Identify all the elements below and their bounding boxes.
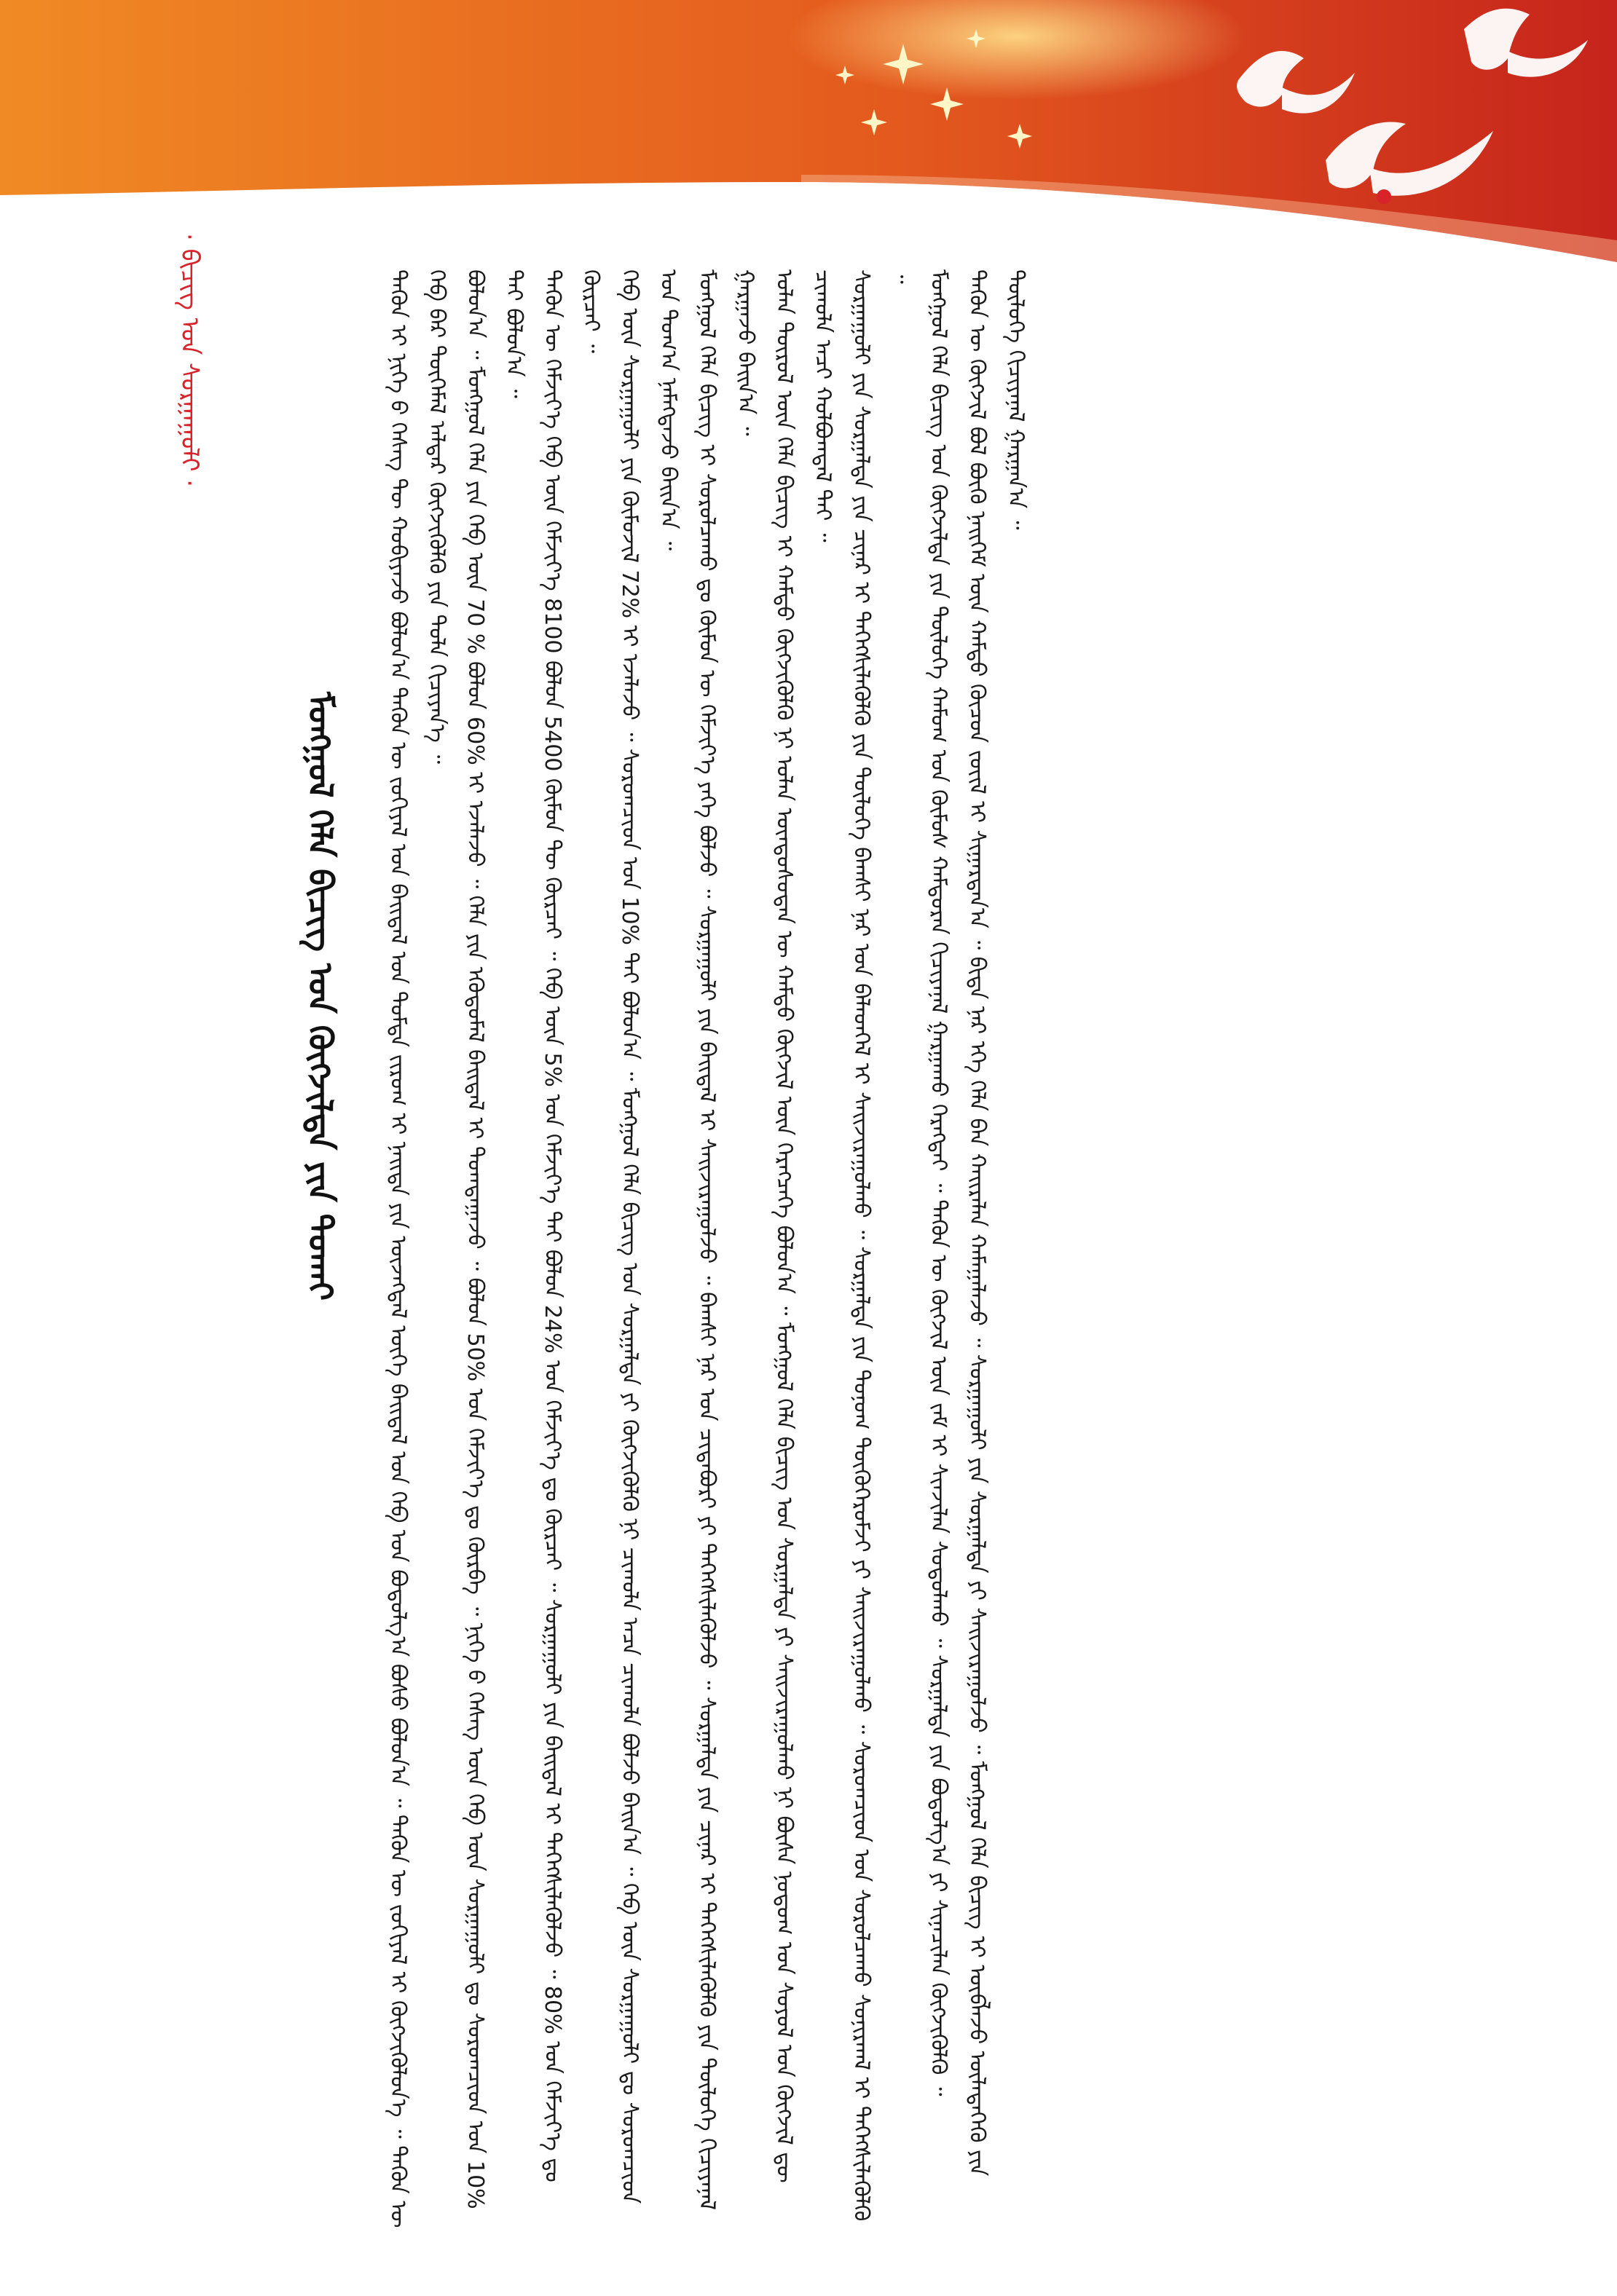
paragraph: ᠲᠡᠭᠦᠨ ᠦ ᠬᠡᠮᠵᠢᠶ᠎ᠡ ᠬᠡᠪ ᠦᠨ ᠬᠡᠮᠵᠢᠶ᠎ᠡ 8100 ᠪᠣᠯᠤᠨ 5400 ᠬᠦᠮᠦᠨ ᠲᠦ ᠬᠦᠷᠴᠡᠢ ᠃ ᠬᠡᠪ ᠦᠨ 5% ᠤᠨ ᠬᠡᠮᠵᠢᠶ᠎ᠡ ᠲᠡᠢ ᠪᠣᠯᠤᠨ 24% ᠤᠨ ᠬᠡᠮᠵᠢᠶ᠎ᠡ ᠳᠤ ᠬᠦᠷᠴᠡᠢ ᠃ ᠰᠤᠷᠭᠠᠭᠤᠯᠢ ᠶᠢᠨ ᠪᠠᠢᠳᠠᠯ ᠢ ᠳᠡᠭᠡᠭᠰᠢᠯᠡᠭᠦᠯᠵᠦ ᠃ 80% ᠤᠨ ᠬᠡᠮᠵᠢᠶ᠎ᠡ ᠳᠤ ᠬᠦᠷᠴᠡᠢ ᠃ — [540, 269, 604, 2182]
paragraph: ᠰᠤᠷᠭᠠᠭᠤᠯᠢ ᠶᠢᠨ ᠰᠤᠷᠭᠠᠯᠲᠠ ᠶᠢᠨ ᠴᠢᠨᠠᠷ ᠢ ᠳᠡᠭᠡᠭᠰᠢᠯᠡᠭᠦᠯᠬᠦ ᠶᠢᠨ ᠲᠥᠯᠦᠭᠡ ᠪᠠᠭᠰᠢ ᠨᠠᠷ ᠤᠨ ᠪᠡᠯᠡᠳᠬᠡᠯ ᠢ ᠰᠠᠢᠵᠢᠷᠠᠭᠤᠯᠬᠤ ᠃ ᠰᠤᠷᠭᠠᠯᠲᠠ ᠶᠢᠨ ᠲᠣᠨᠣᠭ ᠲᠥᠬᠥᠭᠡᠷᠦᠮᠵᠢ ᠶᠢ ᠰᠠᠢᠵᠢᠷᠠᠭᠤᠯᠬᠤ ᠃ ᠰᠤᠷᠤᠭᠴᠢᠳ ᠤᠨ ᠰᠤᠷᠤᠯᠴᠠᠬᠤ ᠰᠣᠨᠢᠷᠬᠠᠯ ᠢ ᠳᠡᠭᠡᠭᠰᠢᠯᠡᠭᠦᠯᠬᠦ ᠃ — [849, 269, 913, 2222]
section-label: · ᠪᠢᠴᠢᠭ᠌ ᠤᠨ ᠰᠤᠷᠭᠠᠭᠤᠯᠢ · — [175, 233, 204, 488]
page-content — [204, 269, 1573, 2236]
paragraph: ᠲᠡᠭᠦᠨ ᠢ ᠨᠢᠭᠡ ᠪ ᠬᠡᠰᠡᠭ ᠲᠦ ᠬᠤᠪᠢᠶᠠᠵᠤ ᠪᠣᠯᠣᠨ᠎ᠠ ᠲᠡᠭᠦᠨ ᠦ ᠵᠣᠬᠢᠶᠠᠯ ᠤᠨ ᠪᠠᠢᠳᠠᠯ ᠤᠨ ᠳᠤᠮᠳᠠ ᠵᠢᠷᠤᠭ ᠢ ᠨᠡᠢᠲᠡ ᠶᠢᠨ ᠦᠵᠡᠭᠳᠡᠯ ᠦᠭᠡ ᠪᠠᠢᠳᠠᠯ ᠤᠨ ᠬᠡᠪ ᠤᠨ ᠪᠣᠳᠤᠯᠭ᠎ᠠ ᠪᠤᠰᠤ ᠪᠣᠯᠤᠨ᠎ᠠ ᠃ ᠲᠡᠭᠦᠨ ᠦ ᠵᠣᠬᠢᠶᠠᠯ ᠢ ᠬᠦᠭᠵᠢᠭᠦᠯᠦᠨ᠎ᠡ ᠃ ᠲᠡᠭᠦᠨ ᠦ ᠬᠡᠪ ᠪᠡᠷ ᠲᠦᠭᠡᠮᠡᠯ ᠠᠯᠳᠠᠷ ᠬᠦᠭᠵᠢᠭᠦᠯᠬᠦ ᠶᠢᠨ ᠲᠤᠯᠠ ᠬᠢᠴᠢᠶᠡᠨ᠎ᠡ ᠃ — [385, 269, 449, 2228]
header-banner — [0, 0, 1617, 262]
paragraph: ᠬᠡᠪ ᠦᠨ ᠰᠤᠷᠭᠠᠭᠤᠯᠢ ᠶᠢᠨ ᠬᠦᠮᠦᠵᠢᠯ 72% ᠢ ᠡᠵᠡᠯᠡᠵᠦ ᠃ ᠰᠤᠷᠤᠭᠴᠢᠳ ᠤᠨ 10% ᠲᠡᠢ ᠪᠣᠯᠤᠨ᠎ᠠ ᠃ ᠮᠣᠩᠭᠣᠯ ᠬᠡᠯᠡ ᠪᠢᠴᠢᠭ᠌ ᠤᠨ ᠰᠤᠷᠭᠠᠯᠲᠠ ᠶᠢ ᠬᠦᠭᠵᠢᠭᠦᠯᠬᠦ ᠨᠢ ᠴᠢᠬᠤᠯᠠ ᠠᠴᠠ ᠴᠢᠬᠤᠯᠠ ᠪᠣᠯᠵᠤ ᠪᠠᠢᠨ᠎ᠠ ᠃ ᠬᠡᠪ ᠦᠨ ᠰᠤᠷᠭᠠᠭᠤᠯᠢ ᠳᠤ ᠰᠤᠷᠤᠭᠴᠢᠳ ᠤᠨ ᠲᠣᠭ᠎ᠠ ᠨᠡᠮᠡᠭᠳᠡᠵᠦ ᠪᠠᠢᠨ᠎ᠠ ᠃ — [617, 269, 681, 2204]
banner-graphic — [0, 0, 1617, 262]
article-body — [379, 269, 1442, 2236]
title-column — [204, 269, 379, 2236]
article-title: ᠮᠣᠩᠭᠣᠯ ᠬᠡᠯᠡ ᠪᠢᠴᠢᠭ᠌ ᠤᠨ ᠬᠥᠭᠵᠢᠯᠲᠡ ᠶᠢᠨ ᠲᠤᠬᠠᠢ — [301, 692, 340, 1301]
paragraph: ᠲᠡᠭᠦᠨ ᠦ ᠬᠥᠭᠵᠢᠯ ᠪᠣᠯ ᠪᠦᠬᠦ ᠨᠡᠢᠭᠡᠮ ᠦᠨ ᠬᠠᠮᠲᠤ ᠬᠦᠴᠦᠨ ᠵᠦᠢᠯ ᠢ ᠰᠢᠭᠠᠷᠳᠠᠨ᠎ᠠ ᠃ ᠪᠢᠳᠡ ᠨᠡᠷ ᠡᠬᠡ ᠬᠡᠯᠡ ᠪᠡᠨ ᠬᠠᠢᠷᠠᠯᠠᠨ ᠬᠠᠮᠠᠭᠠᠯᠠᠵᠤ ᠃ ᠰᠤᠷᠭᠠᠭᠤᠯᠢ ᠶᠢᠨ ᠰᠤᠷᠭᠠᠯᠲᠠ ᠶᠢ ᠰᠠᠢᠵᠢᠷᠠᠭᠤᠯᠵᠤ ᠃ ᠮᠣᠩᠭᠣᠯ ᠬᠡᠯᠡ ᠪᠢᠴᠢᠭ᠌ ᠢ ᠥᠪᠯᠡᠵᠦ ᠦᠯᠡᠳᠡᠭᠡᠬᠦ ᠶᠢᠨ ᠲᠥᠯᠦᠭᠡ ᠬᠢᠴᠢᠶᠡᠨᠡᠯ ᠭᠠᠷᠭᠠᠨ᠎ᠠ ᠃ — [964, 269, 1028, 2177]
paragraph: ᠣᠯᠠᠨ ᠲᠥᠷᠥᠯ ᠦᠨ ᠬᠡᠯᠡ ᠪᠢᠴᠢᠭ᠌ ᠢ ᠬᠠᠮᠲᠤ ᠬᠥᠭᠵᠢᠭᠦᠯᠬᠦ ᠨᠢ ᠣᠯᠠᠨ ᠦᠨᠳᠦᠰᠦᠲᠡᠨ ᠦ ᠬᠠᠮᠲᠤ ᠬᠥᠭᠵᠢᠯ ᠦᠨ ᠬᠡᠷᠡᠭᠴᠡᠭᠡ ᠪᠣᠯᠤᠨ᠎ᠠ ᠃ ᠮᠣᠩᠭᠣᠯ ᠬᠡᠯᠡ ᠪᠢᠴᠢᠭ᠌ ᠤᠨ ᠰᠤᠷᠭᠠᠯᠲᠠ ᠶᠢ ᠰᠠᠢᠵᠢᠷᠠᠭᠤᠯᠬᠤ ᠨᠢ ᠪᠦᠰᠡ ᠨᠤᠲᠤᠭ ᠤᠨ ᠰᠣᠶᠣᠯ ᠤᠨ ᠬᠥᠭᠵᠢᠯ ᠳᠦ ᠴᠢᠬᠤᠯᠠ ᠠᠴᠢ ᠬᠣᠯᠪᠣᠭᠳᠠᠯ ᠲᠠᠢ ᠃ — [771, 269, 835, 2183]
paragraph: ᠮᠣᠩᠭᠣᠯ ᠬᠡᠯᠡ ᠪᠢᠴᠢᠭ᠌ ᠤᠨ ᠬᠥᠭᠵᠢᠯᠲᠡ ᠶᠢᠨ ᠲᠥᠯᠦᠭᠡ ᠬᠠᠮᠤᠭ ᠤᠨ ᠬᠦᠮᠦᠰ ᠬᠠᠮᠲᠤᠷᠠᠨ ᠬᠢᠴᠢᠶᠡᠨᠡᠯ ᠭᠠᠷᠭᠠᠬᠤ ᠬᠡᠷᠡᠭᠲᠡᠢ ᠃ ᠲᠡᠭᠦᠨ ᠦ ᠬᠥᠭᠵᠢᠯ ᠦᠨ ᠵᠠᠮ ᠢ ᠰᠢᠨᠵᠢᠯᠡᠨ ᠰᠤᠳᠤᠯᠬᠤ ᠃ ᠰᠤᠷᠭᠠᠯᠲᠠ ᠶᠢᠨ ᠪᠣᠳᠤᠯᠭ᠎ᠠ ᠶᠢ ᠰᠢᠨᠡᠴᠢᠯᠡᠨ ᠬᠥᠭᠵᠢᠭᠦᠯᠬᠦ ᠃ — [926, 269, 951, 2096]
paragraph: ᠮᠣᠩᠭᠣᠯ ᠬᠡᠯᠡ ᠪᠢᠴᠢᠭ᠌ ᠢ ᠰᠤᠷᠤᠯᠴᠠᠬᠤ ᠳᠤ ᠬᠦᠮᠦᠨ ᠦ ᠬᠡᠮᠵᠢᠶ᠎ᠡ ᠶᠡᠬᠡ ᠪᠣᠯᠵᠤ ᠃ ᠰᠤᠷᠭᠠᠭᠤᠯᠢ ᠶᠢᠨ ᠪᠠᠢᠳᠠᠯ ᠢ ᠰᠠᠢᠵᠢᠷᠠᠭᠤᠯᠵᠤ ᠃ ᠪᠠᠭᠰᠢ ᠨᠠᠷ ᠤᠨ ᠴᠢᠳᠠᠪᠤᠷᠢ ᠶᠢ ᠳᠡᠭᠡᠭᠰᠢᠯᠡᠭᠦᠯᠵᠦ ᠃ ᠰᠤᠷᠭᠠᠯᠲᠠ ᠶᠢᠨ ᠴᠢᠨᠠᠷ ᠢ ᠳᠡᠭᠡᠭᠰᠢᠯᠡᠭᠦᠯᠬᠦ ᠶᠢᠨ ᠲᠥᠯᠦᠭᠡ ᠬᠢᠴᠢᠶᠡᠨᠡᠯ ᠭᠠᠷᠭᠠᠵᠤ ᠪᠠᠢᠨ᠎ᠠ ᠃ — [694, 269, 758, 2211]
paragraph: ᠪᠣᠯᠤᠨ᠎ᠠ ᠃ ᠮᠣᠩᠭᠣᠯ ᠬᠡᠯᠡ ᠶᠢᠨ ᠬᠡᠪ ᠦᠨ 70 % ᠪᠣᠯᠤᠨ 60% ᠢ ᠡᠵᠡᠯᠡᠵᠦ ᠃ ᠬᠡᠯᠡ ᠶᠢᠨ ᠡᠭᠦᠳᠦᠮᠡᠯ ᠪᠠᠢᠳᠠᠯ ᠢ ᠲᠣᠭᠲᠠᠭᠠᠵᠤ ᠃ ᠪᠣᠯᠤᠨ 50% ᠤᠨ ᠬᠡᠮᠵᠢᠶ᠎ᠡ ᠳᠤ ᠬᠦᠷᠪᠡ ᠃ ᠨᠢᠭᠡ ᠪ ᠬᠡᠰᠡᠭ ᠦᠨ ᠬᠡᠪ ᠦᠨ ᠰᠤᠷᠭᠠᠭᠤᠯᠢ ᠳᠤ ᠰᠤᠷᠤᠭᠴᠢᠳ ᠤᠨ 10% ᠲᠡᠢ ᠪᠣᠯᠤᠨ᠎ᠠ ᠃ — [463, 269, 527, 2209]
